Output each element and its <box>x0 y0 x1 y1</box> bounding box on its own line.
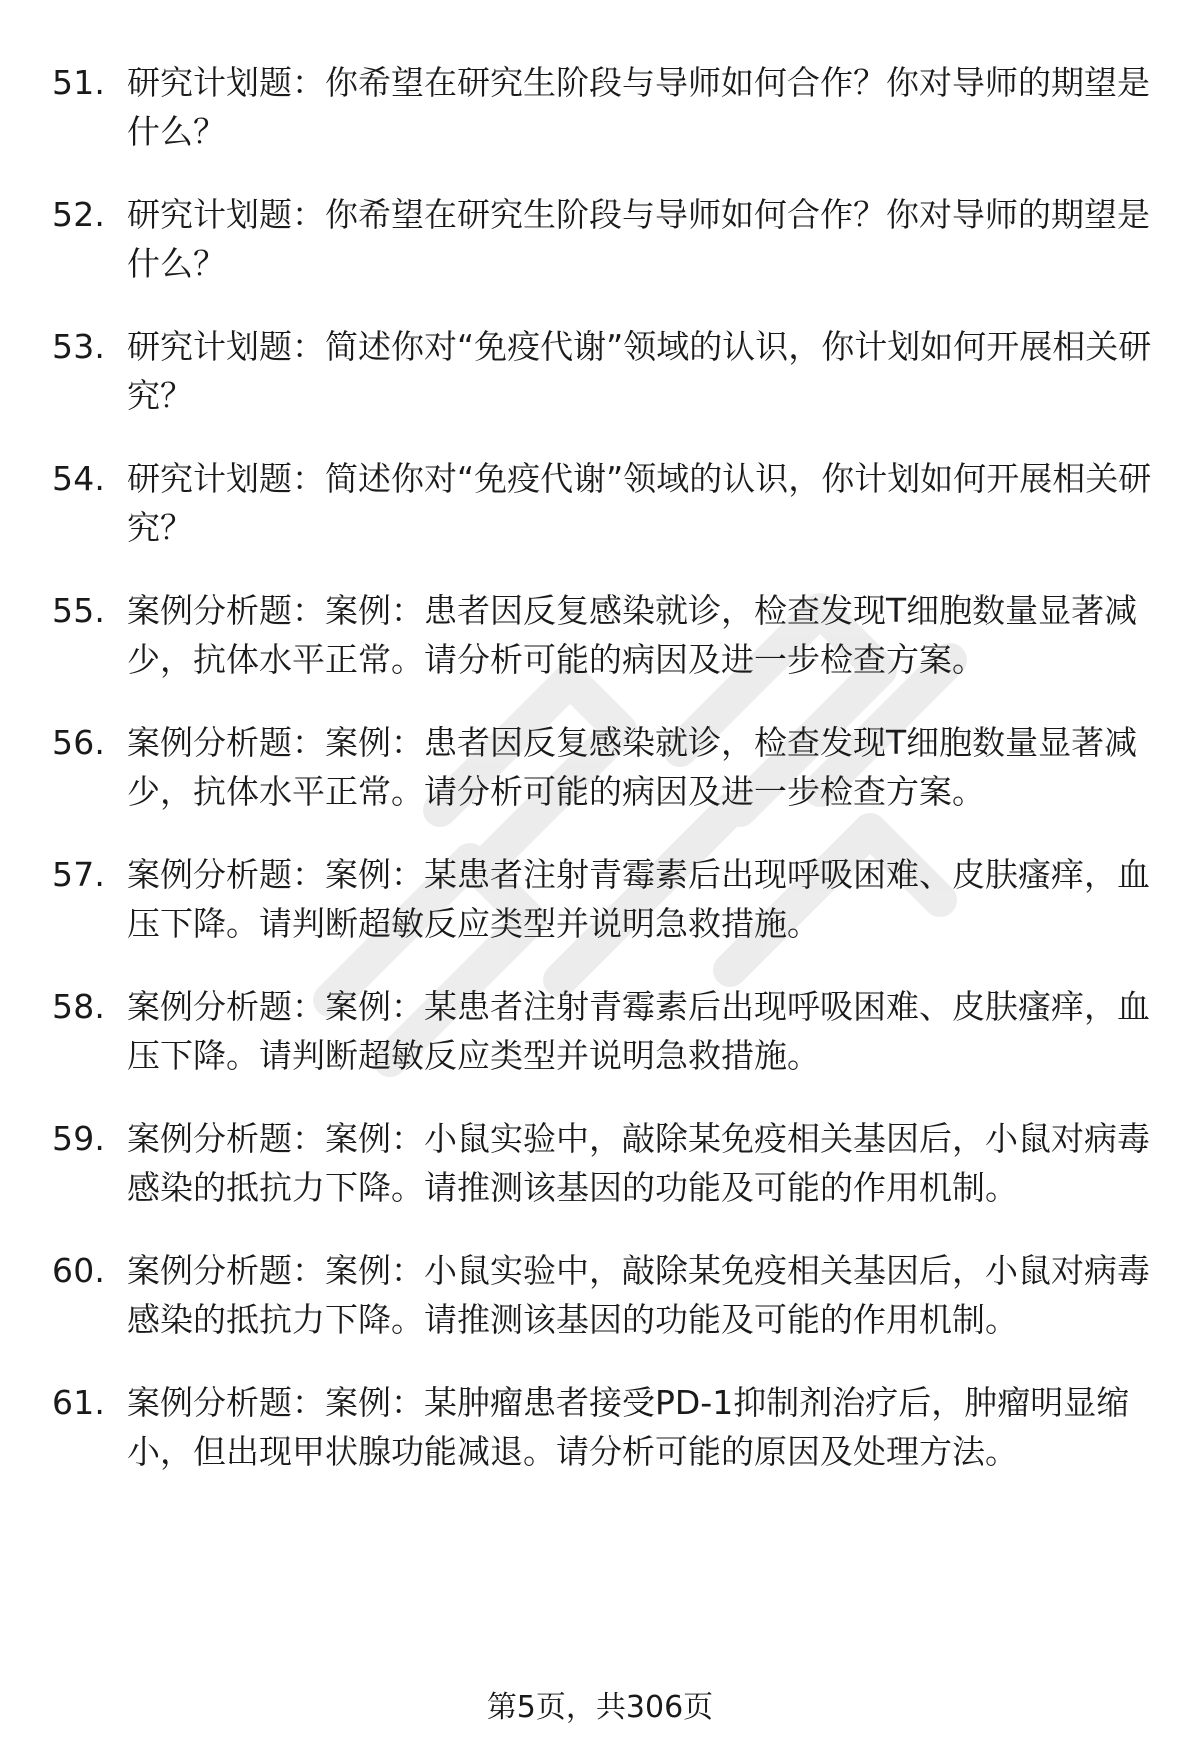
question-number: 59. <box>52 1119 106 1158</box>
question-number: 51. <box>52 63 106 102</box>
page-footer: 第5页，共306页 <box>486 1690 714 1725</box>
question-text: 案例分析题：案例：小鼠实验中，敲除某免疫相关基因后，小鼠对病毒感染的抵抗力下降。请推测该基因的功能及可能的作用机制。 <box>127 1251 1150 1339</box>
question-text: 研究计划题：你希望在研究生阶段与导师如何合作？你对导师的期望是什么？ <box>127 195 1150 283</box>
question-text: 案例分析题：案例：小鼠实验中，敲除某免疫相关基因后，小鼠对病毒感染的抵抗力下降。请推测该基因的功能及可能的作用机制。 <box>127 1119 1150 1207</box>
question-number: 54. <box>52 459 106 498</box>
question-number: 55. <box>52 591 106 630</box>
question-text: 案例分析题：案例：某患者注射青霉素后出现呼吸困难、皮肤瘙痒，血压下降。请判断超敏反应类型并说明急救措施。 <box>127 855 1150 943</box>
question-number: 56. <box>52 723 106 762</box>
question-number: 58. <box>52 987 106 1026</box>
question-number: 52. <box>52 195 106 234</box>
question-item <box>52 322 1162 420</box>
question-text: 研究计划题：简述你对“免疫代谢”领域的认识，你计划如何开展相关研究？ <box>127 459 1152 547</box>
question-number: 60. <box>52 1251 106 1290</box>
question-item <box>52 718 1162 816</box>
question-number: 57. <box>52 855 106 894</box>
question-item <box>52 586 1162 684</box>
question-text: 研究计划题：简述你对“免疫代谢”领域的认识，你计划如何开展相关研究？ <box>127 327 1152 415</box>
question-text: 案例分析题：案例：患者因反复感染就诊，检查发现T细胞数量显著减少，抗体水平正常。请分析可能的病因及进一步检查方案。 <box>127 723 1138 811</box>
question-item <box>52 1246 1162 1344</box>
question-text: 案例分析题：案例：患者因反复感染就诊，检查发现T细胞数量显著减少，抗体水平正常。请分析可能的病因及进一步检查方案。 <box>127 591 1138 679</box>
question-item <box>52 1378 1162 1476</box>
question-item <box>52 190 1162 288</box>
question-item <box>52 850 1162 948</box>
question-item <box>52 982 1162 1080</box>
question-item <box>52 454 1162 552</box>
question-text: 案例分析题：案例：某肿瘤患者接受PD-1抑制剂治疗后，肿瘤明显缩小，但出现甲状腺功能减退。请分析可能的原因及处理方法。 <box>127 1383 1130 1471</box>
question-text: 案例分析题：案例：某患者注射青霉素后出现呼吸困难、皮肤瘙痒，血压下降。请判断超敏反应类型并说明急救措施。 <box>127 987 1150 1075</box>
question-number: 61. <box>52 1383 106 1422</box>
question-number: 53. <box>52 327 106 366</box>
question-text: 研究计划题：你希望在研究生阶段与导师如何合作？你对导师的期望是什么？ <box>127 63 1150 151</box>
question-item <box>52 58 1162 156</box>
question-item <box>52 1114 1162 1212</box>
question-list <box>52 58 1162 1510</box>
